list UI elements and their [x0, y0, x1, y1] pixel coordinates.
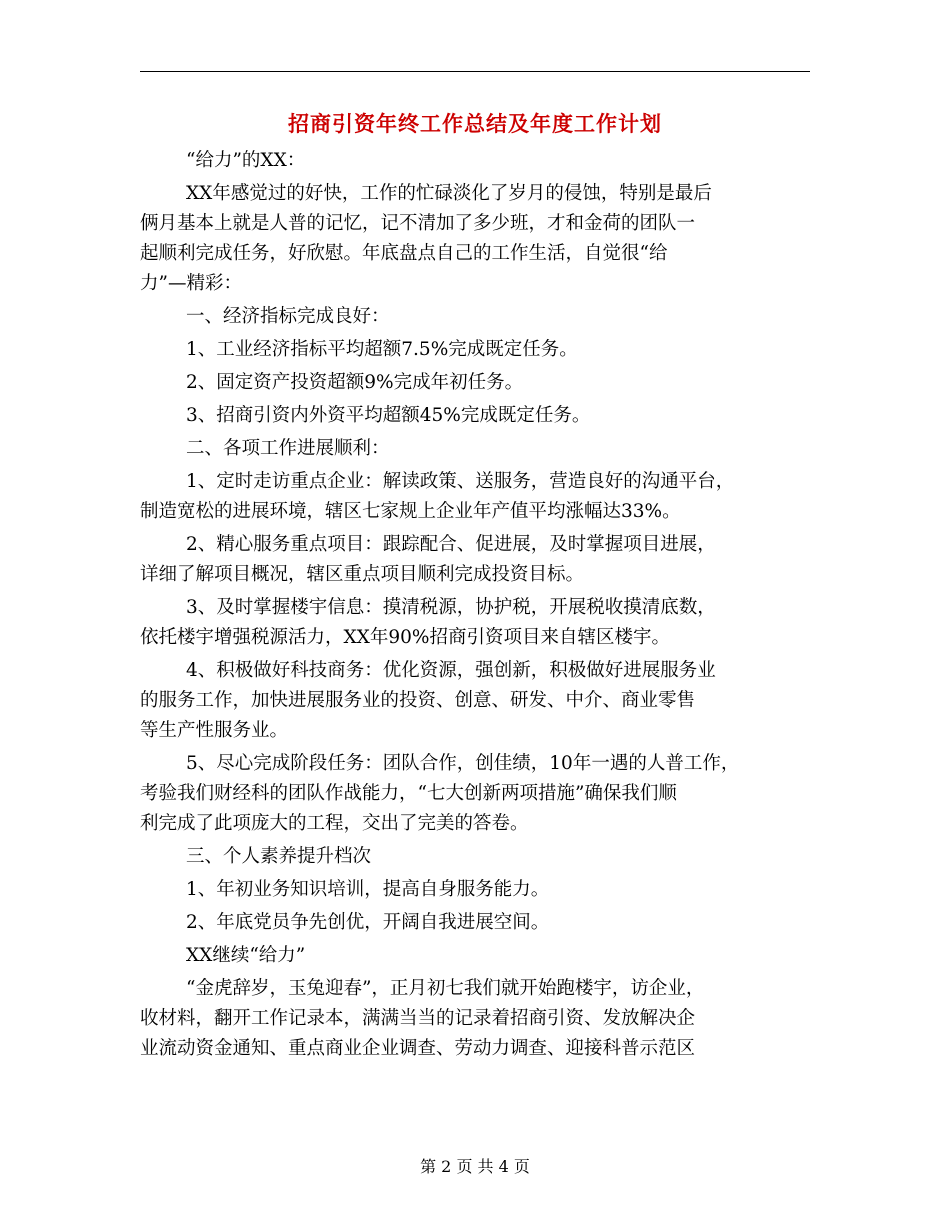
paragraph-line: 俩月基本上就是人普的记忆，记不清加了多少班，才和金荷的团队一: [140, 213, 696, 234]
list-item: 3、招商引资内外资平均超额45%完成既定任务。: [186, 405, 591, 426]
paragraph-line: 考验我们财经科的团队作战能力，“七大创新两项措施”确保我们顺: [140, 783, 677, 804]
paragraph-line: 收材料，翻开工作记录本，满满当当的记录着招商引资、发放解决企: [140, 1008, 696, 1029]
paragraph-line: 业流动资金通知、重点商业企业调查、劳动力调查、迎接科普示范区: [140, 1038, 696, 1059]
section-heading: 一、经济指标完成良好：: [186, 306, 390, 327]
paragraph-line: 力”—精彩：: [140, 273, 242, 294]
salutation-line: “给力”的XX：: [186, 150, 306, 171]
list-item: 3、及时掌握楼宇信息：摸清税源，协护税，开展税收摸清底数，: [186, 597, 716, 618]
section-heading: 二、各项工作进展顺利：: [186, 438, 390, 459]
section-heading: 三、个人素养提升档次: [186, 846, 372, 867]
list-item: 4、积极做好科技商务：优化资源，强创新，积极做好进展服务业: [186, 660, 716, 681]
list-item: 2、固定资产投资超额9%完成年初任务。: [186, 372, 524, 393]
document-body: [140, 146, 830, 1064]
list-item: 1、定时走访重点企业：解读政策、送服务，营造良好的沟通平台，: [186, 471, 735, 492]
paragraph-line: 制造宽松的进展环境，辖区七家规上企业年产值平均涨幅达33%。: [140, 501, 681, 522]
paragraph-line: 详细了解项目概况，辖区重点项目顺利完成投资目标。: [140, 564, 585, 585]
paragraph-line: 依托楼宇增强税源活力，XX年90%招商引资项目来自辖区楼宇。: [140, 627, 670, 648]
list-item: 2、年底党员争先创优，开阔自我进展空间。: [186, 912, 550, 933]
paragraph-line: “金虎辞岁，玉兔迎春”，正月初七我们就开始跑楼宇，访企业，: [186, 978, 705, 999]
header-rule: [140, 71, 810, 72]
list-item: 5、尽心完成阶段任务：团队合作，创佳绩，10年一遇的人普工作，: [186, 753, 740, 774]
document-title: 招商引资年终工作总结及年度工作计划: [288, 111, 662, 136]
paragraph-line: 的服务工作，加快进展服务业的投资、创意、研发、中介、商业零售: [140, 690, 696, 711]
section-heading: XX继续“给力”: [186, 945, 306, 966]
paragraph-line: 起顺利完成任务，好欣慰。年底盘点自己的工作生活，自觉很“给: [140, 243, 668, 264]
list-item: 1、工业经济指标平均超额7.5%完成既定任务。: [186, 339, 578, 360]
list-item: 2、精心服务重点项目：跟踪配合、促进展，及时掌握项目进展，: [186, 534, 716, 555]
paragraph-line: 利完成了此项庞大的工程，交出了完美的答卷。: [140, 813, 529, 834]
paragraph-line: XX年感觉过的好快，工作的忙碌淡化了岁月的侵蚀，特别是最后: [186, 183, 712, 204]
paragraph-line: 等生产性服务业。: [140, 720, 289, 741]
page-footer: 第 2 页 共 4 页: [420, 1157, 530, 1176]
list-item: 1、年初业务知识培训，提高自身服务能力。: [186, 879, 550, 900]
